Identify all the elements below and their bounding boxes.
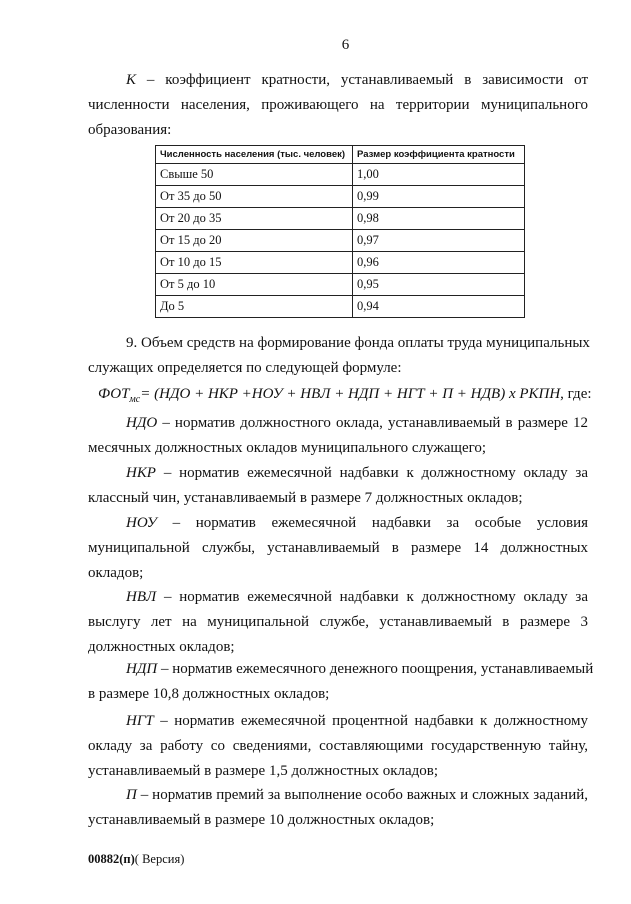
cell-population: От 5 до 10 — [156, 274, 353, 296]
def-nvl: НВЛ – норматив ежемесячной надбавки к должностному окладу за выслугу лет на муниципальной службе, устанавливаемый в размере 3 должностных окладов; — [88, 589, 588, 655]
page-number: 6 — [341, 37, 350, 53]
var-k: К — [126, 72, 136, 88]
def-nkr: НКР – норматив ежемесячной надбавки к должностному окладу за классный чин, устанавливаемый в размере 7 должностных окладов; — [88, 465, 589, 506]
def-ndo: НДО – норматив должностного оклада, устанавливаемый в размере 12 месячных должностных окладов муниципального служащего; — [88, 415, 589, 456]
var-nou: НОУ — [126, 515, 157, 531]
var-nvl: НВЛ — [126, 589, 157, 605]
footer-code: 00882(п) — [88, 852, 135, 866]
table-header-row — [156, 146, 525, 164]
def-nou: НОУ – норматив ежемесячной надбавки за особые условия муниципальной службы, устанавливаемый в размере 14 должностных окладов; — [88, 515, 588, 581]
cell-population: До 5 — [156, 296, 353, 318]
intro-line-1: К – коэффициент кратности, устанавливаемый в зависимости от — [126, 72, 589, 88]
intro-line-3: образования: — [88, 122, 172, 138]
cell-coefficient: 0,96 — [353, 252, 525, 274]
cell-population: От 10 до 15 — [156, 252, 353, 274]
p9-line-2: служащих определяется по следующей формуле: — [88, 360, 402, 376]
cell-population: От 20 до 35 — [156, 208, 353, 230]
coefficient-table — [155, 145, 525, 318]
cell-coefficient: 0,98 — [353, 208, 525, 230]
cell-coefficient: 0,95 — [353, 274, 525, 296]
table-row — [156, 186, 525, 208]
cell-population: От 35 до 50 — [156, 186, 353, 208]
def-ngt: НГТ – норматив ежемесячной процентной надбавки к должностному окладу за работу со сведениями, составляющими государственную тайну, устанавливаемый в размере 1,5 должностных окладов; — [88, 713, 588, 779]
document-footer — [88, 852, 184, 867]
def-p: П – норматив премий за выполнение особо важных и сложных заданий, устанавливаемый в размере 10 должностных окладов; — [88, 787, 588, 828]
footer-version: ( Версия) — [134, 852, 185, 866]
var-ndp: НДП — [126, 661, 158, 677]
cell-population: Свыше 50 — [156, 164, 353, 186]
payroll-formula: $ФОТ_{мс}= (НДО$ + НКР +НОУ + НВЛ + НДП + НГТ + П + НДВ) х РКПН, где: — [98, 386, 592, 405]
cell-coefficient: 0,99 — [353, 186, 525, 208]
intro-line-2: численности населения, проживающего на территории муниципального — [88, 97, 588, 113]
table-row — [156, 208, 525, 230]
table-row — [156, 252, 525, 274]
var-ndo: НДО — [126, 415, 158, 431]
table-row — [156, 296, 525, 318]
header-population: Численность населения (тыс. человек) — [156, 146, 353, 164]
cell-coefficient: 0,97 — [353, 230, 525, 252]
header-coefficient: Размер коэффициента кратности — [353, 146, 525, 164]
intro-paragraph — [88, 68, 588, 143]
cell-coefficient: 0,94 — [353, 296, 525, 318]
table-row — [156, 230, 525, 252]
var-ngt: НГТ — [126, 713, 154, 729]
var-p: П — [126, 787, 137, 803]
def-ndp: НДП – норматив ежемесячного денежного поощрения, устанавливаемый в размере 10,8 должностных окладов; — [88, 661, 594, 702]
table-row — [156, 164, 525, 186]
paragraph-9 — [88, 331, 588, 381]
table-row — [156, 274, 525, 296]
p9-line-1: 9. Объем средств на формирование фонда оплаты труда муниципальных — [126, 335, 590, 351]
cell-coefficient: 1,00 — [353, 164, 525, 186]
cell-population: От 15 до 20 — [156, 230, 353, 252]
var-nkr: НКР — [126, 465, 156, 481]
